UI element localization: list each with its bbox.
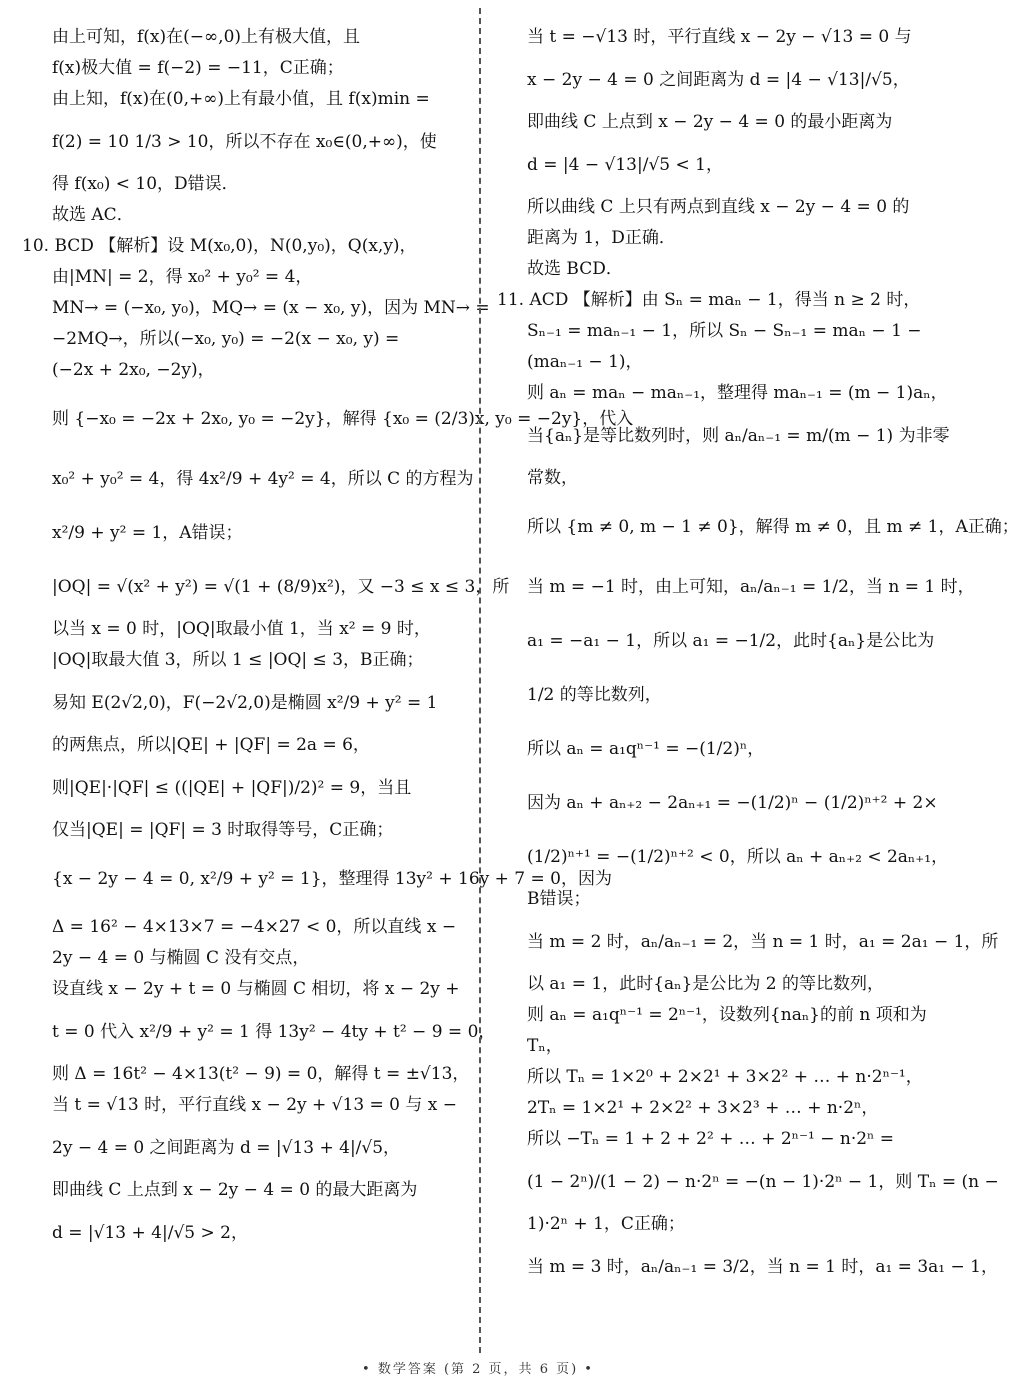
text-line: 2y − 4 = 0 之间距离为 d = |√13 + 4|/√5， [52,1138,401,1158]
page-footer: • 数学答案 (第 2 页，共 6 页) • [362,1362,594,1377]
text-line: 当 t = −√13 时，平行直线 x − 2y − √13 = 0 与 [527,27,912,47]
text-line: f(x)极大值 = f(−2) = −11，C正确； [52,58,344,78]
text-line: 当 m = −1 时，由上可知，aₙ/aₙ₋₁ = 1/2，当 n = 1 时， [527,577,975,597]
text-line: 由|MN| = 2，得 x₀² + y₀² = 4， [52,267,313,287]
text-line: 即曲线 C 上点到 x − 2y − 4 = 0 的最大距离为 [52,1180,418,1200]
text-line: 因为 aₙ + aₙ₊₂ − 2aₙ₊₁ = −(1/2)ⁿ − (1/2)ⁿ⁺² + 2× [527,793,938,813]
text-line: 易知 E(2√2,0)，F(−2√2,0)是椭圆 x²/9 + y² = 1 [52,693,438,713]
text-line: d = |√13 + 4|/√5 > 2， [52,1223,248,1243]
text-line: −2MQ→，所以(−x₀, y₀) = −2(x − x₀, y) = [52,329,400,349]
text-line: Sₙ₋₁ = maₙ₋₁ − 1，所以 Sₙ − Sₙ₋₁ = maₙ − 1 − [527,321,922,341]
text-line: 当 t = √13 时，平行直线 x − 2y + √13 = 0 与 x − [52,1095,458,1115]
text-line: 仅当|QE| = |QF| = 3 时取得等号，C正确； [52,820,394,840]
text-line: (1 − 2ⁿ)/(1 − 2) − n·2ⁿ = −(n − 1)·2ⁿ − 1，则 Tₙ = (n − [527,1172,999,1192]
text-line: x₀² + y₀² = 4，得 4x²/9 + 4y² = 4，所以 C 的方程为 [52,469,474,489]
text-line: |OQ| = √(x² + y²) = √(1 + (8/9)x²)，又 −3 ≤ x ≤ 3，所 [52,577,510,597]
text-line: MN→ = (−x₀, y₀)，MQ→ = (x − x₀, y)，因为 MN→ = [52,298,490,318]
text-line: 10. BCD 【解析】设 M(x₀,0)，N(0,y₀)，Q(x,y)， [22,236,417,256]
text-line: f(2) = 10 1/3 > 10，所以不存在 x₀∈(0,+∞)，使 [52,132,437,152]
text-line: {x − 2y − 4 = 0, x²/9 + y² = 1}，整理得 13y² + 16y + 7 = 0，因为 [52,869,612,889]
text-line: 所以曲线 C 上只有两点到直线 x − 2y − 4 = 0 的 [527,197,910,217]
text-line: B错误； [527,889,591,909]
text-line: 由上可知，f(x)在(−∞,0)上有极大值，且 [52,27,361,47]
text-line: (maₙ₋₁ − 1)， [527,352,643,372]
text-line: x²/9 + y² = 1，A错误； [52,523,243,543]
column-divider [479,8,481,1353]
text-line: 当{aₙ}是等比数列时，则 aₙ/aₙ₋₁ = m/(m − 1) 为非零 [527,426,950,446]
text-line: Tₙ， [527,1036,563,1056]
text-line: 11. ACD 【解析】由 Sₙ = maₙ − 1，得当 n ≥ 2 时， [497,290,921,310]
text-line: 当 m = 2 时，aₙ/aₙ₋₁ = 2，当 n = 1 时，a₁ = 2a₁ − 1，所 [527,932,999,952]
text-line: 故选 BCD． [527,259,623,279]
text-line: a₁ = −a₁ − 1，所以 a₁ = −1/2，此时{aₙ}是公比为 [527,631,935,651]
text-line: 则 Δ = 16t² − 4×13(t² − 9) = 0，解得 t = ±√13， [52,1064,470,1084]
text-line: 的两焦点，所以|QE| + |QF| = 2a = 6， [52,735,370,755]
text-line: 1/2 的等比数列， [527,685,662,705]
text-line: 当 m = 3 时，aₙ/aₙ₋₁ = 3/2，当 n = 1 时，a₁ = 3a₁ − 1， [527,1257,998,1277]
text-line: 常数， [527,468,578,488]
text-line: 距离为 1，D正确． [527,228,676,248]
text-line: 得 f(x₀) < 10，D错误． [52,174,239,194]
text-line: 设直线 x − 2y + t = 0 与椭圆 C 相切，将 x − 2y + [52,979,460,999]
text-line: 以当 x = 0 时，|OQ|取最小值 1，当 x² = 9 时， [52,619,431,639]
text-line: 所以 Tₙ = 1×2⁰ + 2×2¹ + 3×2² + … + n·2ⁿ⁻¹， [527,1067,923,1087]
text-line: |OQ|取最大值 3，所以 1 ≤ |OQ| ≤ 3，B正确； [52,650,424,670]
text-line: 以 a₁ = 1，此时{aₙ}是公比为 2 的等比数列， [527,974,884,994]
text-line: 所以 {m ≠ 0, m − 1 ≠ 0}，解得 m ≠ 0，且 m ≠ 1，A正确； [527,517,1019,537]
text-line: 1)·2ⁿ + 1，C正确； [527,1214,685,1234]
text-line: (1/2)ⁿ⁺¹ = −(1/2)ⁿ⁺² < 0，所以 aₙ + aₙ₊₂ < 2aₙ₊₁， [527,847,949,867]
text-line: 则|QE|·|QF| ≤ ((|QE| + |QF|)/2)² = 9，当且 [52,778,412,798]
text-line: 故选 AC． [52,205,134,225]
text-line: 所以 aₙ = a₁qⁿ⁻¹ = −(1/2)ⁿ， [527,739,765,759]
text-line: Δ = 16² − 4×13×7 = −4×27 < 0，所以直线 x − [52,917,457,937]
text-line: t = 0 代入 x²/9 + y² = 1 得 13y² − 4ty + t² − 9 = 0， [52,1022,496,1042]
text-line: d = |4 − √13|/√5 < 1， [527,155,723,175]
text-line: 则 aₙ = a₁qⁿ⁻¹ = 2ⁿ⁻¹，设数列{naₙ}的前 n 项和为 [527,1005,927,1025]
text-line: 所以 −Tₙ = 1 + 2 + 2² + … + 2ⁿ⁻¹ − n·2ⁿ = [527,1129,895,1149]
text-line: 则 aₙ = maₙ − maₙ₋₁，整理得 maₙ₋₁ = (m − 1)aₙ， [527,383,948,403]
text-line: (−2x + 2x₀, −2y)， [52,360,215,380]
text-line: x − 2y − 4 = 0 之间距离为 d = |4 − √13|/√5， [527,70,910,90]
text-line: 则 {−x₀ = −2x + 2x₀, y₀ = −2y}，解得 {x₀ = (2/3)x, y₀ = −2y}，代入 [52,409,634,429]
right-column [497,22,1019,1294]
text-line: 即曲线 C 上点到 x − 2y − 4 = 0 的最小距离为 [527,112,893,132]
text-line: 由上知，f(x)在(0,+∞)上有最小值，且 f(x)min = [52,89,430,109]
text-line: 2Tₙ = 1×2¹ + 2×2² + 3×2³ + … + n·2ⁿ， [527,1098,879,1118]
text-line: 2y − 4 = 0 与椭圆 C 没有交点， [52,948,310,968]
